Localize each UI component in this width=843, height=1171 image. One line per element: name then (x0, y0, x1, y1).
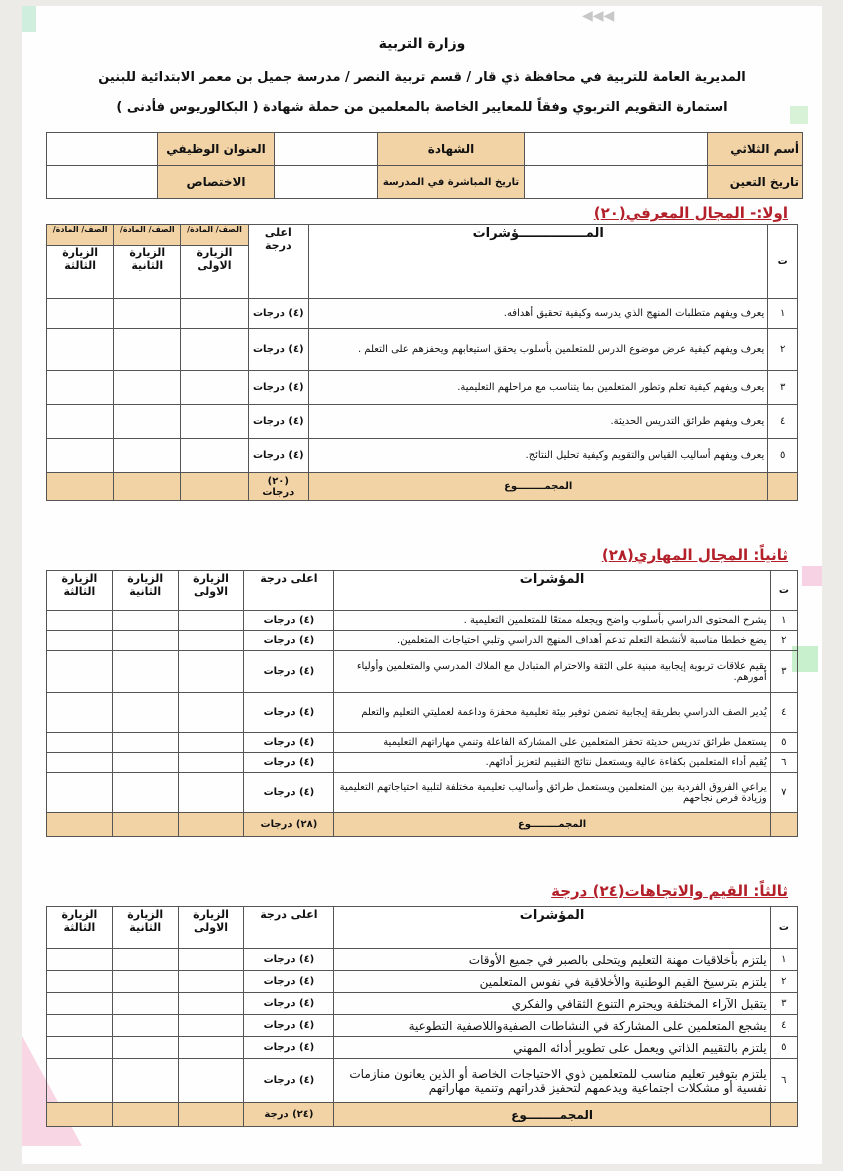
visit-3-score[interactable] (47, 299, 114, 329)
visit-3-score[interactable] (47, 371, 114, 405)
col-visit-2: الزيارة الثانية (112, 907, 178, 949)
indicator-row (47, 1015, 798, 1037)
visit-3-score[interactable] (47, 733, 113, 753)
visit-3-score[interactable] (47, 753, 113, 773)
indicator-text: يضع خططا مناسبة لأنشطة التعلم تدعم أهداف المنهج الدراسي وتلبي احتياجات المتعلمين. (334, 631, 770, 651)
visit-3-label: الزيارة الثالثة (62, 246, 99, 272)
col-max-score: اعلى درجة (244, 907, 334, 949)
visit-3-total[interactable] (47, 1103, 113, 1127)
col-max-score: اعلى درجة (248, 225, 309, 299)
visit-3-score[interactable] (47, 693, 113, 733)
appointment-date-value[interactable] (525, 166, 708, 199)
max-score: (٤) درجات (248, 439, 309, 473)
visit-3-score[interactable] (47, 1015, 113, 1037)
visit-2-score[interactable] (112, 949, 178, 971)
visit-2-total[interactable] (112, 1103, 178, 1127)
visit-2-score[interactable] (112, 733, 178, 753)
total-row (47, 813, 798, 837)
indicator-row (47, 371, 798, 405)
visit-3-score[interactable] (47, 773, 113, 813)
max-score: (٤) درجات (244, 1059, 334, 1103)
total-max-score: (٢٠) درجات (248, 473, 309, 501)
total-label: المجمــــــــوع (334, 1103, 770, 1127)
col-visit-1: الزيارة الاولى (178, 571, 244, 611)
visit-2-score[interactable] (112, 693, 178, 733)
col-number: ت (770, 571, 797, 611)
visit-1-score[interactable] (181, 439, 248, 473)
visit-2-score[interactable] (112, 993, 178, 1015)
indicator-row (47, 329, 798, 371)
visit-3-score[interactable] (47, 1037, 113, 1059)
indicator-text: يلتزم بالتقييم الذاتي ويعمل على تطوير أدائه المهني (334, 1037, 770, 1059)
school-start-date-value[interactable] (275, 166, 378, 199)
row-number: ٣ (770, 651, 797, 693)
indicator-text: يلتزم بأخلاقيات مهنة التعليم ويتحلى بالصبر في جميع الأوقات (334, 949, 770, 971)
visit-3-score[interactable] (47, 949, 113, 971)
row-number: ١ (768, 299, 798, 329)
visit-1-score[interactable] (178, 1037, 244, 1059)
col-visit-3: الزيارة الثالثة (47, 571, 113, 611)
row-number: ٣ (770, 993, 797, 1015)
col-visit-2 (114, 225, 181, 299)
decor-gray-arrows: ◀◀◀ (582, 8, 615, 24)
section3-table (46, 906, 798, 1127)
visit-1-score[interactable] (178, 753, 244, 773)
indicator-row (47, 733, 798, 753)
max-score: (٤) درجات (244, 993, 334, 1015)
indicator-text: يعرف ويفهم أساليب القياس والتقويم وكيفية تحليل النتائج. (309, 439, 768, 473)
appointment-date-label: تاريخ التعين (708, 166, 803, 199)
max-score: (٤) درجات (244, 631, 334, 651)
indicator-text: يراعي الفروق الفردية بين المتعلمين ويستعمل طرائق وأساليب تعليمية مختلفة لتلبية احتياجاتهم التعليمية وزيادة فرص نجاحهم (334, 773, 770, 813)
visit-2-score[interactable] (112, 773, 178, 813)
visit-2-score[interactable] (112, 1037, 178, 1059)
indicator-text: يعرف ويفهم متطلبات المنهج الذي يدرسه وكيفية تحقيق أهدافه. (309, 299, 768, 329)
row-number: ٥ (770, 733, 797, 753)
visit-2-score[interactable] (112, 631, 178, 651)
visit-1-score[interactable] (178, 971, 244, 993)
indicator-row (47, 971, 798, 993)
full-name-label: أسم الثلاثي (708, 133, 803, 166)
visit-2-score[interactable] (114, 299, 181, 329)
indicator-text: يعرف ويفهم كيفية عرض موضوع الدرس للمتعلمين بأسلوب يحقق استيعابهم ويحفزهم على التعلم . (309, 329, 768, 371)
total-label: المجمــــــــوع (334, 813, 770, 837)
visit-1-score[interactable] (178, 693, 244, 733)
indicator-row (47, 693, 798, 733)
visit-1-score[interactable] (178, 993, 244, 1015)
visit-3-score[interactable] (47, 611, 113, 631)
visit-1-score[interactable] (178, 651, 244, 693)
indicator-text: يقيم علاقات تربوية إيجابية مبنية على الثقة والاحترام المتبادل مع الملاك المدرسي والمتعلمين وأولياء أمورهم. (334, 651, 770, 693)
row-number: ١ (770, 611, 797, 631)
job-title-value[interactable] (47, 133, 158, 166)
indicator-text: يلتزم بترسيخ القيم الوطنية والأخلاقية في نفوس المتعلمين (334, 971, 770, 993)
indicator-row (47, 611, 798, 631)
col-visit-1: الزيارة الاولى (178, 907, 244, 949)
visit-1-score[interactable] (181, 299, 248, 329)
col-visit-2: الزيارة الثانية (112, 571, 178, 611)
visit-1-score[interactable] (178, 1015, 244, 1037)
row-number: ٤ (768, 405, 798, 439)
col-visit-1 (181, 225, 248, 299)
row-number: ٧ (770, 773, 797, 813)
visit-1-score[interactable] (178, 773, 244, 813)
visit-2-score[interactable] (112, 611, 178, 631)
max-score: (٤) درجات (248, 329, 309, 371)
visit-1-score[interactable] (178, 611, 244, 631)
indicator-text: يشرح المحتوى الدراسي بأسلوب واضح ويجعله ممتعًا للمتعلمين التعليمية . (334, 611, 770, 631)
row-number: ٤ (770, 1015, 797, 1037)
visit-3-score[interactable] (47, 405, 114, 439)
visit-3-score[interactable] (47, 971, 113, 993)
row-number: ٦ (770, 1059, 797, 1103)
row-number: ٥ (770, 1037, 797, 1059)
col-max-score: اعلى درجة (244, 571, 334, 611)
max-score: (٤) درجات (244, 949, 334, 971)
max-score: (٤) درجات (244, 1037, 334, 1059)
visit-1-score[interactable] (181, 405, 248, 439)
visit-1-label: الزيارة الاولى (196, 246, 233, 272)
total-row (47, 473, 798, 501)
visit-3-score[interactable] (47, 631, 113, 651)
col-visit-3: الزيارة الثالثة (47, 907, 113, 949)
visit-2-score[interactable] (112, 651, 178, 693)
visit-2-score[interactable] (114, 439, 181, 473)
visit-3-score[interactable] (47, 993, 113, 1015)
visit-1-score[interactable] (178, 1059, 244, 1103)
class-subject-label: الصف/ المادة/ (47, 225, 113, 246)
total-row (47, 1103, 798, 1127)
visit-3-score[interactable] (47, 1059, 113, 1103)
indicator-row (47, 1037, 798, 1059)
visit-1-score[interactable] (178, 733, 244, 753)
indicator-text: يستعمل طرائق تدريس حديثة تحفز المتعلمين على المشاركة الفاعلة وتنمي مهاراتهم التعليمية (334, 733, 770, 753)
job-title-label: العنوان الوظيفي (158, 133, 275, 166)
col-indicators: المؤشرات (334, 571, 770, 611)
max-score: (٤) درجات (244, 651, 334, 693)
row-number: ١ (770, 949, 797, 971)
indicator-row (47, 1059, 798, 1103)
max-score: (٤) درجات (248, 405, 309, 439)
max-score: (٤) درجات (244, 693, 334, 733)
max-score: (٤) درجات (244, 971, 334, 993)
indicator-text: يعرف ويفهم كيفية تعلم وتطور المتعلمين بما يتناسب مع مراحلهم التعليمية. (309, 371, 768, 405)
max-score: (٤) درجات (248, 299, 309, 329)
section2-table (46, 570, 798, 837)
visit-1-total[interactable] (178, 813, 244, 837)
visit-2-total[interactable] (114, 473, 181, 501)
visit-3-score[interactable] (47, 329, 114, 371)
section3-title: ثالثاً: القيم والاتجاهات(٢٤) درجة (551, 882, 788, 900)
indicator-row (47, 405, 798, 439)
row-number: ٢ (770, 631, 797, 651)
col-visit-3 (47, 225, 114, 299)
row-number: ٦ (770, 753, 797, 773)
class-subject-label: الصف/ المادة/ (114, 225, 180, 246)
visit-2-label: الزيارة الثانية (129, 246, 166, 272)
indicator-row (47, 439, 798, 473)
visit-1-total[interactable] (178, 1103, 244, 1127)
visit-1-score[interactable] (181, 371, 248, 405)
col-number: ت (768, 225, 798, 299)
col-indicators: المـــــــــــــــؤشرات (309, 225, 768, 299)
visit-2-score[interactable] (114, 371, 181, 405)
form-title: استمارة التقويم التربوي وفقاً للمعايير الخاصة بالمعلمين من حملة شهادة ( البكالوريوس فأدنى ) (116, 100, 728, 115)
total-number-cell (770, 1103, 797, 1127)
certificate-value[interactable] (275, 133, 378, 166)
visit-1-score[interactable] (178, 949, 244, 971)
visit-3-score[interactable] (47, 439, 114, 473)
row-number: ٤ (770, 693, 797, 733)
school-start-date-label: تاريخ المباشرة في المدرسة (378, 166, 525, 199)
row-number: ٥ (768, 439, 798, 473)
visit-3-score[interactable] (47, 651, 113, 693)
indicator-text: يشجع المتعلمين على المشاركة في النشاطات الصفيةواللاصفية التطوعية (334, 1015, 770, 1037)
total-number-cell (768, 473, 798, 501)
indicator-text: يُدير الصف الدراسي بطريقة إيجابية تضمن توفير بيئة تعليمية محفزة وداعمة لعمليتي التعليم والتعلم (334, 693, 770, 733)
decor-green-square (22, 6, 36, 32)
decor-pink-square (802, 566, 822, 586)
indicator-row (47, 651, 798, 693)
visit-2-score[interactable] (114, 329, 181, 371)
max-score: (٤) درجات (244, 753, 334, 773)
indicator-row (47, 993, 798, 1015)
row-number: ٣ (768, 371, 798, 405)
visit-2-score[interactable] (112, 1015, 178, 1037)
indicator-text: يُقيم أداء المتعلمين بكفاءة عالية ويستعمل نتائج التقييم لتعزيز أدائهم. (334, 753, 770, 773)
max-score: (٤) درجات (244, 773, 334, 813)
indicator-row (47, 773, 798, 813)
col-indicators: المؤشرات (334, 907, 770, 949)
indicator-text: يلتزم بتوفير تعليم مناسب للمتعلمين ذوي الاحتياجات الخاصة أو الذين يعانون منازمات نفسية أو مشكلات اجتماعية ويدعمهم لتحفيز قدراتهم وتنمية مهاراتهم (334, 1059, 770, 1103)
specialization-label: الاختصاص (158, 166, 275, 199)
visit-2-score[interactable] (112, 1059, 178, 1103)
indicator-row (47, 949, 798, 971)
certificate-label: الشهادة (378, 133, 525, 166)
class-subject-label: الصف/ المادة/ (181, 225, 247, 246)
visit-2-score[interactable] (112, 753, 178, 773)
total-max-score: (٢٨) درجات (244, 813, 334, 837)
max-score: (٤) درجات (244, 611, 334, 631)
section1-table (46, 224, 798, 501)
directorate-line: المديرية العامة للتربية في محافظة ذي قار / قسم تربية النصر / مدرسة جميل بن معمر الابتدائية للبنين (98, 70, 746, 85)
indicator-row (47, 753, 798, 773)
visit-3-total[interactable] (47, 473, 114, 501)
visit-1-score[interactable] (178, 631, 244, 651)
visit-2-score[interactable] (112, 971, 178, 993)
section1-title: اولا:- المجال المعرفي(٢٠) (593, 204, 788, 222)
evaluation-form-page (22, 6, 822, 1164)
indicator-row (47, 299, 798, 329)
col-number: ت (770, 907, 797, 949)
visit-2-score[interactable] (114, 405, 181, 439)
row-number: ٢ (770, 971, 797, 993)
visit-1-total[interactable] (181, 473, 248, 501)
indicator-text: يعرف ويفهم طرائق التدريس الحديثة. (309, 405, 768, 439)
total-max-score: (٢٤) درجة (244, 1103, 334, 1127)
total-label: المجمــــــــوع (309, 473, 768, 501)
indicator-row (47, 631, 798, 651)
max-score: (٤) درجات (244, 1015, 334, 1037)
visit-2-total[interactable] (112, 813, 178, 837)
max-score: (٤) درجات (248, 371, 309, 405)
total-number-cell (770, 813, 797, 837)
row-number: ٢ (768, 329, 798, 371)
ministry-title: وزارة التربية (378, 36, 466, 52)
specialization-value[interactable] (47, 166, 158, 199)
full-name-value[interactable] (525, 133, 708, 166)
teacher-info-table (46, 132, 803, 199)
visit-3-total[interactable] (47, 813, 113, 837)
visit-1-score[interactable] (181, 329, 248, 371)
section2-title: ثانياً: المجال المهاري(٢٨) (601, 546, 788, 564)
indicator-text: يتقبل الآراء المختلفة ويحترم التنوع الثقافي والفكري (334, 993, 770, 1015)
max-score: (٤) درجات (244, 733, 334, 753)
